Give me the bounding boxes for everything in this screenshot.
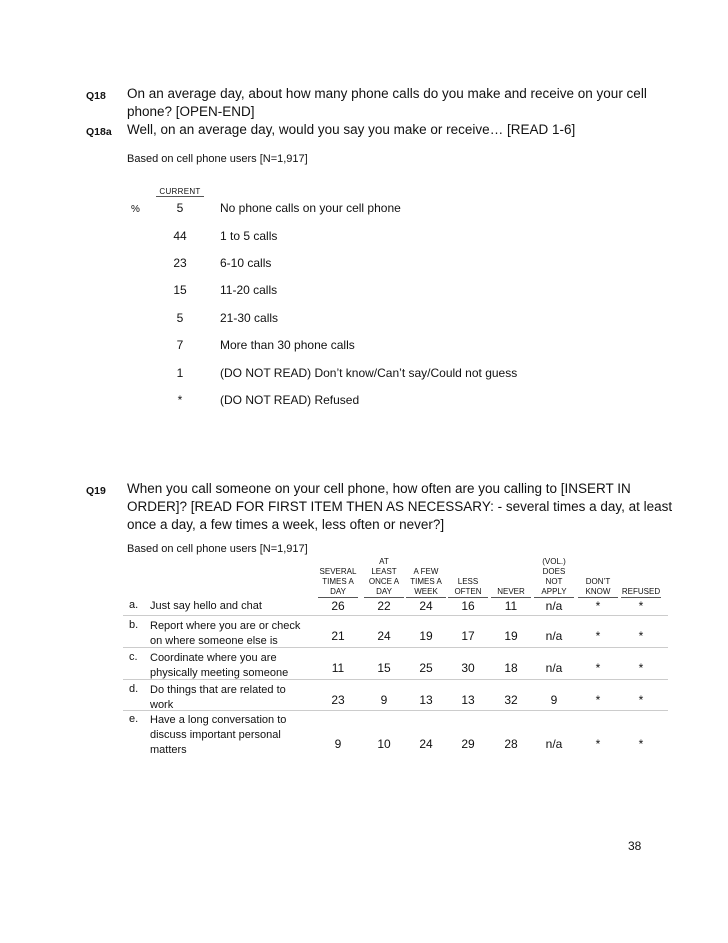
q19-cell-value: *: [595, 629, 601, 643]
q19-cell-value: *: [638, 693, 644, 707]
q18a-row-value: 15: [173, 283, 187, 297]
q18a-row-label: 6-10 calls: [220, 256, 272, 270]
q19-header-line: [621, 557, 661, 567]
q18a-row-value: 44: [173, 229, 187, 243]
q19-number: Q19: [86, 485, 106, 497]
q19-cell-value: 17: [461, 629, 475, 643]
q19-item-label: Coordinate where you are: [150, 652, 277, 664]
q19-header-line: DON’T: [585, 577, 611, 586]
q19-header-line: [448, 557, 488, 567]
q19-cell-value: n/a: [545, 737, 563, 751]
page-number: 38: [628, 839, 642, 853]
q19-cell-value: *: [595, 599, 601, 613]
q18-number: Q18: [86, 90, 106, 102]
q19-header-line: [318, 557, 358, 567]
q19-column-header: [534, 557, 574, 598]
q19-cell-value: *: [595, 737, 601, 751]
q19-header-line: [491, 557, 531, 567]
q19-header-line: [448, 567, 488, 577]
q19-cell-value: 21: [331, 629, 345, 643]
q19-header-line: LESS: [457, 577, 479, 586]
q19-header-line: NEVER: [491, 587, 531, 598]
q19-cell-value: 9: [550, 693, 558, 707]
q18a-base: Based on cell phone users [N=1,917]: [127, 153, 308, 165]
q19-cell-value: 16: [461, 599, 475, 613]
q19-item-label: physically meeting someone: [150, 667, 289, 679]
q19-header-line: REFUSED: [621, 587, 661, 596]
q18a-row-value: 1: [176, 366, 184, 380]
q18a-row-value: *: [177, 393, 183, 407]
q19-header-line: TIMES A: [410, 577, 442, 586]
q19-column-header: [406, 557, 446, 598]
q18a-row-label: 11-20 calls: [220, 283, 278, 297]
q18-text-line1: On an average day, about how many phone calls do you make and receive on your cell: [127, 86, 647, 101]
q19-header-line: (VOL.): [542, 557, 566, 566]
q19-header-line: [621, 567, 661, 577]
q19-cell-value: 15: [377, 661, 391, 675]
q19-cell-value: *: [638, 629, 644, 643]
q19-cell-value: 25: [419, 661, 433, 675]
q18a-column-header: CURRENT: [156, 187, 204, 197]
q19-cell-value: *: [638, 599, 644, 613]
q19-header-line: DOES: [542, 567, 566, 576]
q19-cell-value: *: [595, 693, 601, 707]
q18a-row-label: (DO NOT READ) Refused: [220, 393, 360, 407]
q19-column-header: [621, 557, 661, 598]
q18a-row-value: 5: [176, 201, 184, 215]
q19-cell-value: 11: [504, 599, 518, 613]
q19-cell-value: *: [638, 737, 644, 751]
q19-item-label: Do things that are related to: [150, 684, 286, 696]
q19-cell-value: *: [638, 661, 644, 675]
q18a-row-label: (DO NOT READ) Don’t know/Can’t say/Could not guess: [220, 366, 518, 380]
q19-cell-value: 13: [419, 693, 433, 707]
q19-cell-value: 22: [377, 599, 391, 613]
q19-header-line: WEEK: [406, 587, 446, 598]
percent-sign: %: [131, 204, 140, 215]
q19-item-label: discuss important personal: [150, 729, 281, 741]
q19-cell-value: 28: [504, 737, 518, 751]
q19-text-line3: once a day, a few times a week, less often or never?]: [127, 517, 445, 532]
q19-header-line: ONCE A: [368, 577, 400, 586]
q19-cell-value: 10: [377, 737, 391, 751]
q19-cell-value: 24: [419, 599, 433, 613]
q19-header-line: OFTEN: [448, 587, 488, 598]
q19-header-line: SEVERAL: [319, 567, 357, 576]
q19-header-line: LEAST: [371, 567, 397, 576]
q18a-text: Well, on an average day, would you say you make or receive… [READ 1-6]: [127, 122, 576, 137]
q19-item-label: Report where you are or check: [150, 620, 301, 632]
q19-cell-value: n/a: [545, 629, 563, 643]
q18a-number: Q18a: [86, 126, 112, 138]
q19-header-line: NOT: [545, 577, 563, 586]
q19-column-header: [448, 557, 488, 598]
q19-header-line: [491, 567, 531, 577]
q19-cell-value: n/a: [545, 599, 563, 613]
q19-item-letter: e.: [129, 713, 139, 725]
q19-cell-value: 11: [331, 661, 345, 675]
q19-column-header: [578, 557, 618, 598]
q19-header-line: TIMES A: [322, 577, 354, 586]
q19-header-line: [621, 577, 661, 587]
q19-item-letter: a.: [129, 599, 139, 611]
q19-cell-value: 26: [331, 599, 345, 613]
q18a-row-label: More than 30 phone calls: [220, 338, 355, 352]
q19-column-header: [491, 557, 531, 598]
q19-cell-value: 30: [461, 661, 475, 675]
q19-text-line1: When you call someone on your cell phone, how often are you calling to [INSERT IN: [127, 481, 631, 496]
q19-header-line: DAY: [364, 587, 404, 598]
q19-text-line2: ORDER]? [READ FOR FIRST ITEM THEN AS NECESSARY: - several times a day, at least: [127, 499, 673, 514]
q19-header-line: [491, 577, 531, 587]
q19-cell-value: 29: [461, 737, 475, 751]
q18a-row-value: 7: [176, 338, 184, 352]
q19-item-label: Have a long conversation to: [150, 714, 287, 726]
q19-cell-value: 9: [334, 737, 342, 751]
q19-header-line: AT: [379, 557, 389, 566]
q18a-row-label: No phone calls on your cell phone: [220, 201, 401, 215]
q19-item-label: work: [150, 699, 174, 711]
q19-header-line: [406, 557, 446, 567]
q19-item-letter: b.: [129, 619, 139, 631]
q19-cell-value: 23: [331, 693, 345, 707]
row-divider: [123, 615, 668, 616]
q19-column-header: [364, 557, 404, 598]
q19-header-line: DAY: [318, 587, 358, 598]
q19-cell-value: *: [595, 661, 601, 675]
q18-text-line2: phone? [OPEN-END]: [127, 104, 255, 119]
q19-item-letter: c.: [129, 651, 138, 663]
q19-cell-value: 19: [419, 629, 433, 643]
q19-cell-value: 24: [419, 737, 433, 751]
q19-cell-value: 19: [504, 629, 518, 643]
q19-item-label: Just say hello and chat: [150, 600, 262, 612]
q19-header-line: [578, 557, 618, 567]
q19-item-letter: d.: [129, 683, 139, 695]
q19-cell-value: 13: [461, 693, 475, 707]
q19-cell-value: 18: [504, 661, 518, 675]
q19-item-label: matters: [150, 744, 187, 756]
q19-cell-value: 32: [504, 693, 518, 707]
q19-header-line: KNOW: [578, 587, 618, 598]
q18a-row-label: 21-30 calls: [220, 311, 279, 325]
q19-base: Based on cell phone users [N=1,917]: [127, 543, 308, 555]
q19-header-line: [578, 567, 618, 577]
q19-cell-value: 24: [377, 629, 391, 643]
row-divider: [123, 710, 668, 711]
q19-item-label: on where someone else is: [150, 635, 278, 647]
q19-cell-value: 9: [380, 693, 388, 707]
q19-cell-value: n/a: [545, 661, 563, 675]
q19-column-header: [318, 557, 358, 598]
q18a-row-value: 5: [176, 311, 184, 325]
q19-header-line: A FEW: [413, 567, 439, 576]
q18a-row-label: 1 to 5 calls: [220, 229, 278, 243]
q19-header-line: APPLY: [534, 587, 574, 598]
q18a-row-value: 23: [173, 256, 187, 270]
